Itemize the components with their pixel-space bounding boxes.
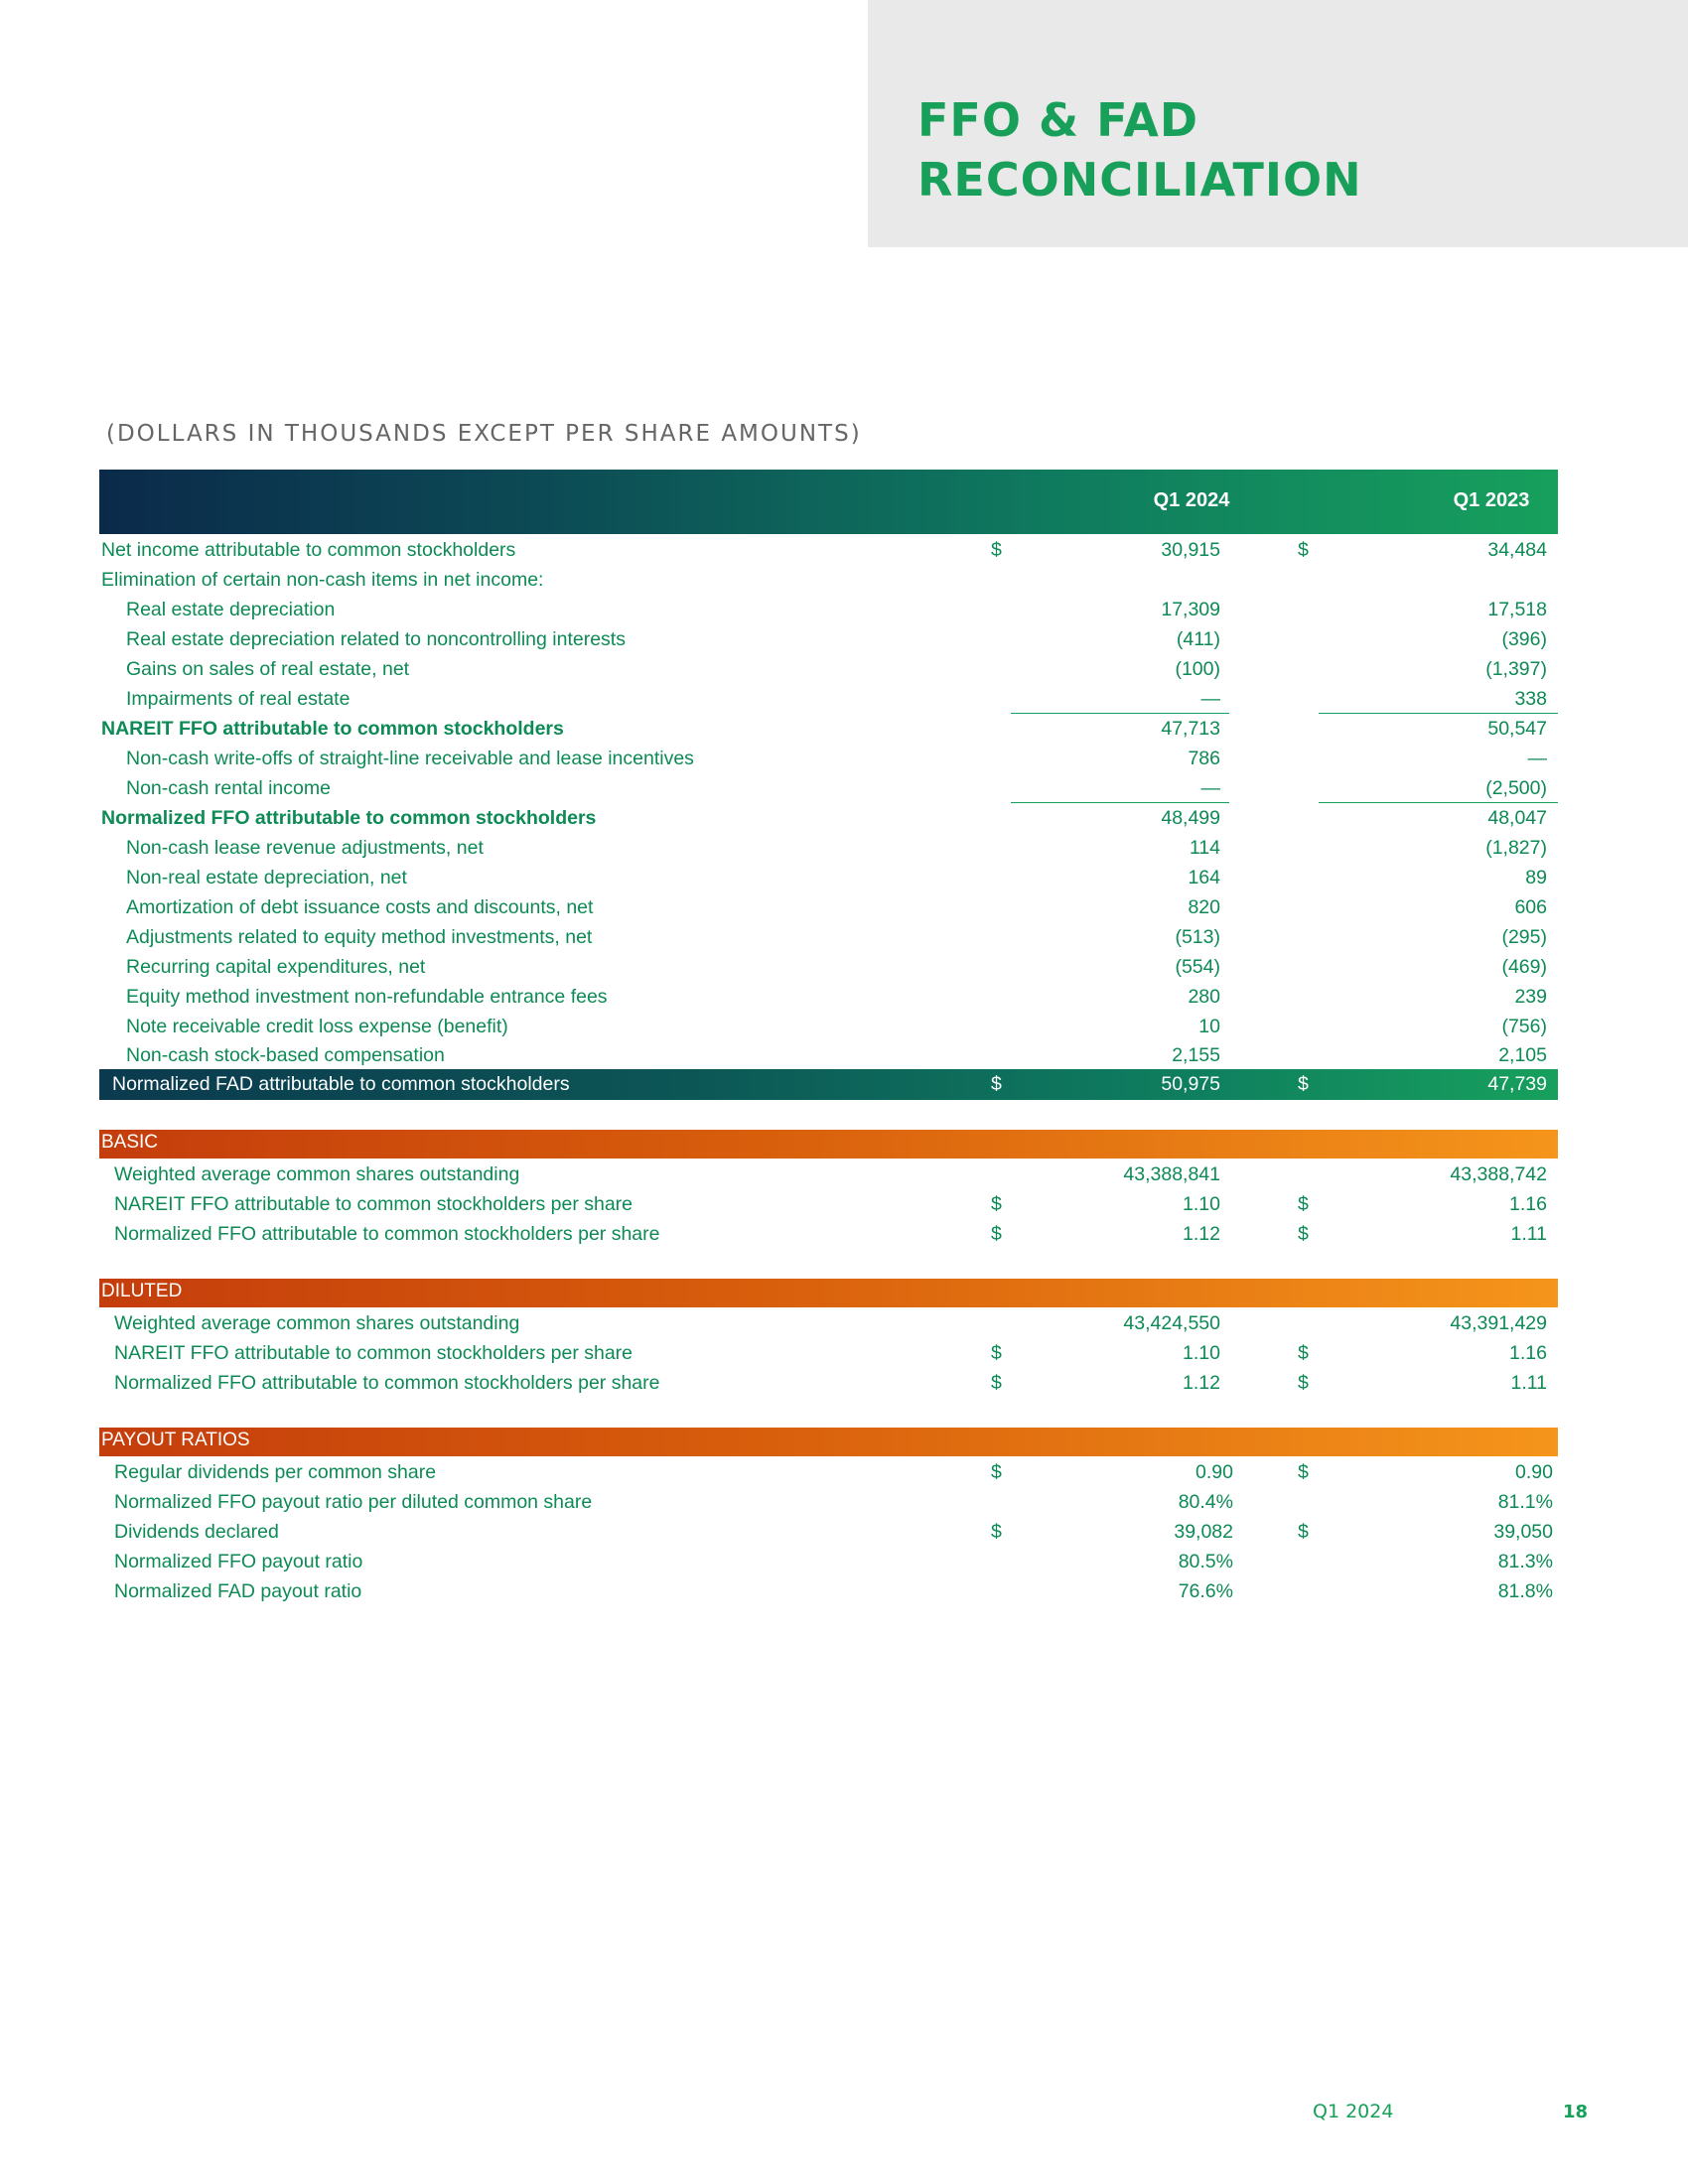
dollar-sign: $ <box>1298 1372 1309 1394</box>
section-title: PAYOUT RATIOS <box>101 1430 250 1450</box>
row-label: Non-cash lease revenue adjustments, net <box>126 837 484 859</box>
table-row <box>99 714 1558 744</box>
value-q1-2024: 76.6% <box>1178 1580 1233 1602</box>
dollar-sign: $ <box>1298 1223 1309 1245</box>
row-label: Equity method investment non-refundable entrance fees <box>126 986 608 1008</box>
value-q1-2024: 47,713 <box>1161 718 1220 740</box>
row-label: NAREIT FFO attributable to common stockholders <box>101 718 564 740</box>
dollar-sign: $ <box>991 1193 1002 1215</box>
dollar-sign: $ <box>991 1372 1002 1394</box>
row-label: Recurring capital expenditures, net <box>126 956 426 978</box>
value-q1-2023: (2,500) <box>1485 777 1547 799</box>
value-q1-2024: 1.10 <box>1183 1193 1220 1215</box>
value-q1-2024: (554) <box>1175 956 1220 978</box>
row-label: Adjustments related to equity method investments, net <box>126 926 593 948</box>
table-row <box>99 1457 1558 1487</box>
row-label: Non-cash write-offs of straight-line receivable and lease incentives <box>126 748 694 769</box>
row-label: Normalized FFO attributable to common stockholders per share <box>114 1372 660 1394</box>
value-q1-2023: 81.1% <box>1497 1491 1553 1513</box>
value-q1-2024: 10 <box>1198 1016 1220 1037</box>
dollar-sign: $ <box>1298 1342 1309 1364</box>
value-q1-2023: 34,484 <box>1487 539 1547 561</box>
row-label: Non-real estate depreciation, net <box>126 867 407 888</box>
footer-period: Q1 2024 <box>1313 2101 1394 2122</box>
value-q1-2024: — <box>1200 777 1220 799</box>
value-q1-2023: 50,547 <box>1487 718 1547 740</box>
row-label: Elimination of certain non-cash items in net income: <box>101 569 544 591</box>
value-q1-2023: 1.11 <box>1510 1223 1547 1245</box>
dollar-sign: $ <box>991 1223 1002 1245</box>
value-q1-2023: (295) <box>1501 926 1547 948</box>
row-label: Weighted average common shares outstanding <box>114 1312 520 1334</box>
row-label: Amortization of debt issuance costs and discounts, net <box>126 896 594 918</box>
value-q1-2024: 30,915 <box>1161 539 1220 561</box>
row-label: Dividends declared <box>114 1521 279 1543</box>
row-label: Normalized FAD attributable to common stockholders <box>112 1073 570 1095</box>
value-q1-2024: 80.5% <box>1178 1551 1233 1572</box>
dollar-sign: $ <box>991 1461 1002 1483</box>
table-row <box>99 565 1558 595</box>
table-row <box>99 1517 1558 1547</box>
value-q1-2024: 2,155 <box>1172 1044 1220 1066</box>
value-q1-2023: (756) <box>1501 1016 1547 1037</box>
value-q1-2024: 114 <box>1189 837 1220 859</box>
table-row <box>99 535 1558 565</box>
row-label: Note receivable credit loss expense (benefit) <box>126 1016 508 1037</box>
value-q1-2023: 338 <box>1514 688 1547 710</box>
value-q1-2023: 89 <box>1525 867 1547 888</box>
row-label: Gains on sales of real estate, net <box>126 658 410 680</box>
value-q1-2024: 43,388,841 <box>1123 1163 1220 1185</box>
column-header-q1-2023: Q1 2023 <box>1453 489 1530 511</box>
section-title: DILUTED <box>101 1281 183 1301</box>
row-label: Net income attributable to common stockholders <box>101 539 516 561</box>
value-q1-2024: (100) <box>1175 658 1220 680</box>
table-row <box>99 1219 1558 1249</box>
table-row <box>99 922 1558 952</box>
value-q1-2023: 606 <box>1514 896 1547 918</box>
dollar-sign: $ <box>1298 1073 1309 1095</box>
value-q1-2023: 43,388,742 <box>1450 1163 1547 1185</box>
table-row-total <box>99 1069 1558 1099</box>
table-row <box>99 1547 1558 1576</box>
value-q1-2023: 0.90 <box>1515 1461 1553 1483</box>
row-label: Weighted average common shares outstanding <box>114 1163 520 1185</box>
value-q1-2024: (513) <box>1175 926 1220 948</box>
dollar-sign: $ <box>991 1521 1002 1543</box>
table-row <box>99 684 1558 714</box>
dollar-sign: $ <box>1298 1521 1309 1543</box>
value-q1-2024: 280 <box>1188 986 1220 1008</box>
page-number: 18 <box>1563 2102 1589 2122</box>
value-q1-2023: 47,739 <box>1487 1073 1547 1095</box>
table-row <box>99 624 1558 654</box>
value-q1-2023: 1.16 <box>1509 1193 1547 1215</box>
value-q1-2023: (469) <box>1501 956 1547 978</box>
row-label: Real estate depreciation <box>126 599 336 620</box>
table-row <box>99 833 1558 863</box>
table-row <box>99 952 1558 982</box>
row-label: Real estate depreciation related to noncontrolling interests <box>126 628 626 650</box>
table-row <box>99 1189 1558 1219</box>
row-label: Normalized FFO attributable to common stockholders <box>101 807 597 829</box>
table-row <box>99 773 1558 803</box>
table-header <box>99 470 1558 534</box>
row-label: NAREIT FFO attributable to common stockholders per share <box>114 1193 633 1215</box>
section-title: BASIC <box>101 1132 159 1153</box>
value-q1-2024: — <box>1200 688 1220 710</box>
value-q1-2023: 48,047 <box>1487 807 1547 829</box>
table-row <box>99 595 1558 624</box>
value-q1-2023: 2,105 <box>1498 1044 1547 1066</box>
page-title-line-2: RECONCILIATION <box>917 153 1362 206</box>
dollar-sign: $ <box>1298 1461 1309 1483</box>
row-label: Regular dividends per common share <box>114 1461 437 1483</box>
table-row <box>99 1308 1558 1338</box>
value-q1-2023: (1,827) <box>1485 837 1547 859</box>
table-row <box>99 892 1558 922</box>
value-q1-2023: 17,518 <box>1487 599 1547 620</box>
dollar-sign: $ <box>1298 539 1309 561</box>
value-q1-2023: 43,391,429 <box>1450 1312 1547 1334</box>
value-q1-2023: 81.8% <box>1497 1580 1553 1602</box>
value-q1-2024: 1.12 <box>1183 1223 1220 1245</box>
table-row <box>99 1012 1558 1041</box>
dollar-sign: $ <box>991 539 1002 561</box>
value-q1-2024: 820 <box>1188 896 1220 918</box>
value-q1-2024: 43,424,550 <box>1123 1312 1220 1334</box>
row-label: Normalized FAD payout ratio <box>114 1580 362 1602</box>
dollar-sign: $ <box>991 1342 1002 1364</box>
value-q1-2023: 81.3% <box>1497 1551 1553 1572</box>
section-header-basic <box>99 1130 1558 1159</box>
table-row <box>99 1040 1558 1070</box>
value-q1-2023: 1.16 <box>1509 1342 1547 1364</box>
value-q1-2024: 80.4% <box>1178 1491 1233 1513</box>
section-header-diluted <box>99 1279 1558 1307</box>
value-q1-2023: 39,050 <box>1493 1521 1553 1543</box>
table-row <box>99 863 1558 892</box>
row-label: NAREIT FFO attributable to common stockholders per share <box>114 1342 633 1364</box>
table-row <box>99 803 1558 833</box>
table-subtitle: (DOLLARS IN THOUSANDS EXCEPT PER SHARE AMOUNTS) <box>106 421 862 447</box>
value-q1-2023: — <box>1527 748 1547 769</box>
row-label: Impairments of real estate <box>126 688 351 710</box>
row-label: Normalized FFO payout ratio per diluted common share <box>114 1491 593 1513</box>
value-q1-2024: 17,309 <box>1161 599 1220 620</box>
dollar-sign: $ <box>1298 1193 1309 1215</box>
value-q1-2024: 786 <box>1188 748 1220 769</box>
table-row <box>99 1368 1558 1398</box>
table-row <box>99 744 1558 773</box>
row-label: Normalized FFO payout ratio <box>114 1551 363 1572</box>
value-q1-2024: 1.10 <box>1183 1342 1220 1364</box>
value-q1-2024: 48,499 <box>1161 807 1220 829</box>
value-q1-2024: 1.12 <box>1183 1372 1220 1394</box>
value-q1-2024: 39,082 <box>1174 1521 1233 1543</box>
value-q1-2023: 239 <box>1514 986 1547 1008</box>
value-q1-2024: 50,975 <box>1161 1073 1220 1095</box>
value-q1-2023: 1.11 <box>1510 1372 1547 1394</box>
value-q1-2023: (1,397) <box>1485 658 1547 680</box>
table-row <box>99 1338 1558 1368</box>
table-row <box>99 1576 1558 1606</box>
value-q1-2024: 0.90 <box>1196 1461 1233 1483</box>
title-box <box>868 0 1688 247</box>
table-row <box>99 982 1558 1012</box>
table-row <box>99 654 1558 684</box>
value-q1-2023: (396) <box>1501 628 1547 650</box>
table-row <box>99 1160 1558 1189</box>
table-row <box>99 1487 1558 1517</box>
value-q1-2024: 164 <box>1188 867 1220 888</box>
fad-total-band <box>99 1069 1558 1100</box>
dollar-sign: $ <box>991 1073 1002 1095</box>
row-label: Normalized FFO attributable to common stockholders per share <box>114 1223 660 1245</box>
page-title-line-1: FFO & FAD <box>917 93 1199 147</box>
row-label: Non-cash rental income <box>126 777 331 799</box>
row-label: Non-cash stock-based compensation <box>126 1044 445 1066</box>
column-header-q1-2024: Q1 2024 <box>1153 489 1230 511</box>
section-header-payout-ratios <box>99 1428 1558 1456</box>
value-q1-2024: (411) <box>1176 628 1220 650</box>
